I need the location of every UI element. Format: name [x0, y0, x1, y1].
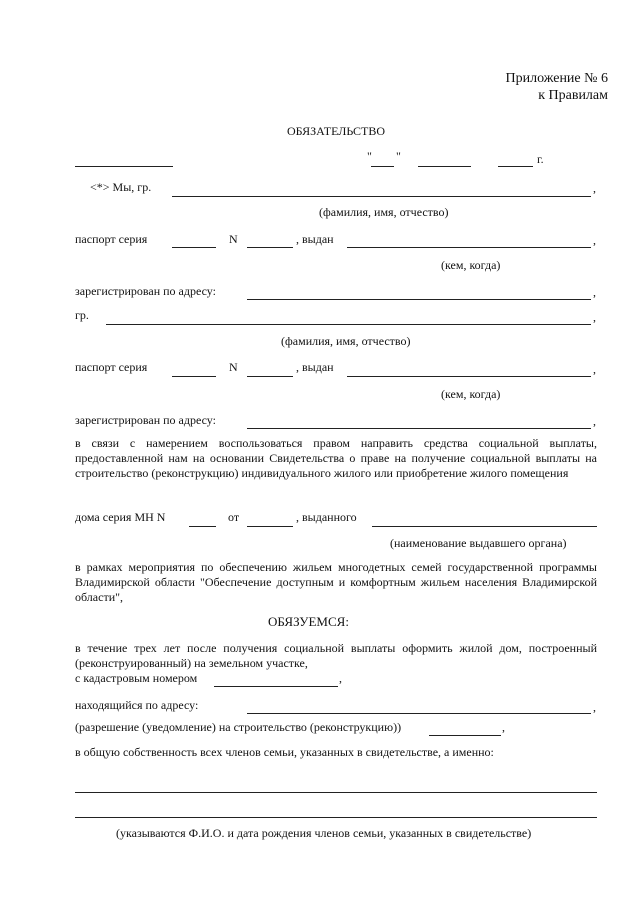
passport-n-label-2: N — [229, 360, 238, 374]
from-label: от — [228, 510, 240, 524]
house-number-line[interactable] — [189, 526, 216, 527]
members-line-1[interactable] — [75, 792, 597, 793]
comma: , — [593, 700, 596, 714]
oblige-heading: ОБЯЗУЕМСЯ: — [268, 614, 349, 629]
date-year-suffix: г. — [537, 152, 544, 166]
cadastral-label: с кадастровым номером — [75, 671, 198, 685]
intent-paragraph: в связи с намерением воспользоваться правом направить средства социальной выплаты, предоставленной нам на основании Свидетельства о праве на получение социальной выплаты на строительство (реконструкцию) индивидуального жилого или приобретение жилого помещения — [75, 436, 597, 480]
we-label: <*> Мы, гр. — [90, 180, 152, 194]
appendix-number: Приложение № 6 — [505, 71, 608, 86]
address-line-1[interactable] — [247, 299, 591, 300]
passport-series-label-2: паспорт серия — [75, 360, 148, 374]
comma: , — [593, 285, 596, 299]
comma: , — [593, 310, 596, 324]
date-day-line — [371, 166, 394, 167]
fio-line-2[interactable] — [106, 324, 591, 325]
date-year-line — [498, 166, 533, 167]
issuer-line[interactable] — [372, 526, 597, 527]
hint-by-whom-2: (кем, когда) — [441, 387, 501, 401]
passport-series-label-1: паспорт серия — [75, 232, 148, 246]
date-quote-open: " — [367, 149, 372, 163]
passport-series-line-1[interactable] — [172, 247, 216, 248]
document-title: ОБЯЗАТЕЛЬСТВО — [287, 124, 386, 138]
address-line-2[interactable] — [247, 428, 591, 429]
issued-label-1: , выдан — [296, 232, 334, 246]
hint-issuer: (наименование выдавшего органа) — [390, 536, 567, 550]
permit-label: (разрешение (уведомление) на строительство (реконструкцию)) — [75, 720, 402, 734]
program-paragraph: в рамках мероприятия по обеспечению жильем многодетных семей государственной программы Владимирской области "Обеспечение доступным и комфортным жильем населения Владимирской области", — [75, 560, 597, 604]
passport-series-line-2[interactable] — [172, 376, 216, 377]
cadastral-end: , — [339, 671, 342, 685]
date-month-line — [418, 166, 471, 167]
issued-by-label: , выданного — [296, 510, 357, 524]
comma: , — [593, 233, 596, 247]
place-line — [75, 166, 173, 167]
comma: , — [593, 181, 596, 195]
passport-number-line-2[interactable] — [247, 376, 293, 377]
hint-fio-2: (фамилия, имя, отчество) — [281, 334, 411, 348]
comma: , — [593, 414, 596, 428]
registered-label-1: зарегистрирован по адресу: — [75, 284, 216, 298]
issued-line-1[interactable] — [347, 247, 591, 248]
passport-number-line-1[interactable] — [247, 247, 293, 248]
passport-n-label-1: N — [229, 232, 238, 246]
hint-members: (указываются Ф.И.О. и дата рождения членов семьи, указанных в свидетельстве) — [116, 826, 532, 840]
house-series-label: дома серия МН N — [75, 510, 166, 524]
citizen-label: гр. — [75, 308, 89, 322]
issued-line-2[interactable] — [347, 376, 591, 377]
located-label: находящийся по адресу: — [75, 698, 199, 712]
comma: , — [593, 362, 596, 376]
obligation-paragraph: в течение трех лет после получения социальной выплаты оформить жилой дом, построенный (реконструированный) на земельном участке, — [75, 641, 597, 670]
cadastral-line[interactable] — [214, 686, 338, 687]
permit-end: , — [502, 720, 505, 734]
ownership-text: в общую собственность всех членов семьи, указанных в свидетельстве, а именно: — [75, 745, 494, 759]
appendix-rules: к Правилам — [538, 88, 608, 103]
hint-by-whom-1: (кем, когда) — [441, 258, 501, 272]
issued-label-2: , выдан — [296, 360, 334, 374]
members-line-2[interactable] — [75, 817, 597, 818]
house-date-line[interactable] — [247, 526, 293, 527]
location-line[interactable] — [247, 713, 591, 714]
permit-line[interactable] — [429, 735, 501, 736]
fio-line-1[interactable] — [172, 196, 591, 197]
hint-fio-1: (фамилия, имя, отчество) — [319, 205, 449, 219]
date-quote-close: " — [396, 149, 401, 163]
registered-label-2: зарегистрирован по адресу: — [75, 413, 216, 427]
